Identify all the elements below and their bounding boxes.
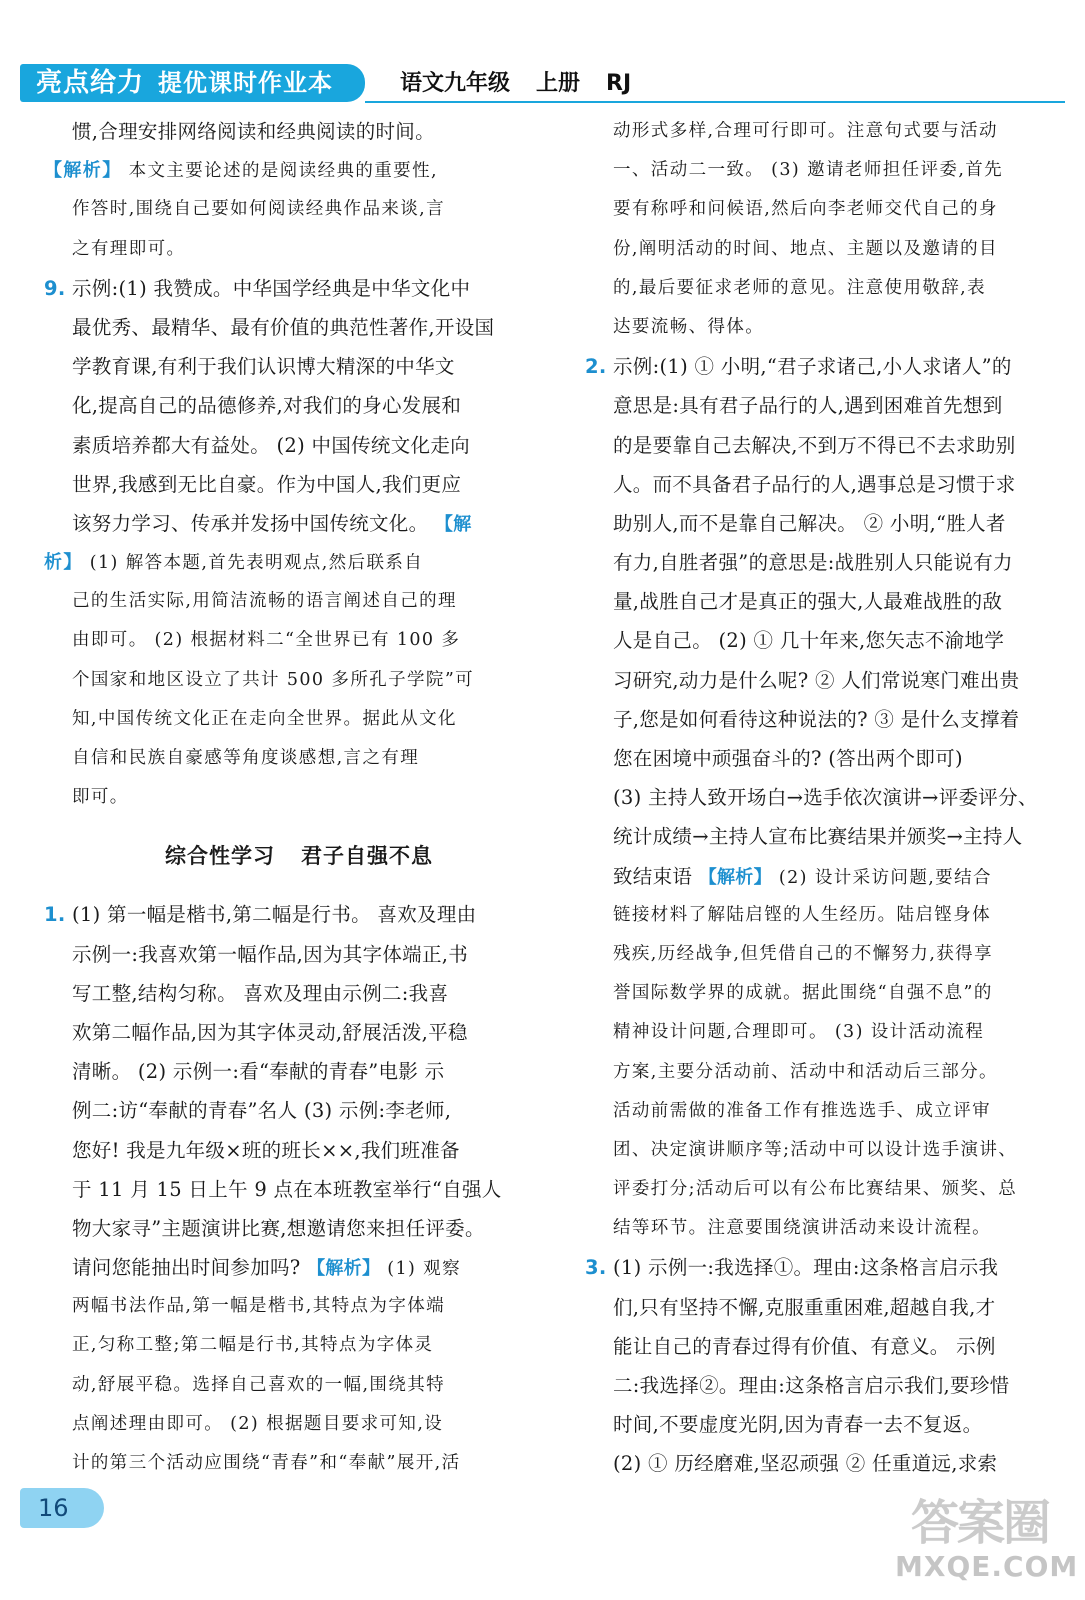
line-text: 方案,主要分活动前、活动中和活动后三部分。 bbox=[613, 1061, 998, 1082]
analysis-line bbox=[585, 190, 1055, 229]
line-text: 人。而不具备君子品行的人,遇事总是习惯于求 bbox=[613, 472, 1016, 496]
line-text: 统计成绩→主持人宣布比赛结果并颁奖→主持人 bbox=[613, 825, 1023, 849]
line-text: 即可。 bbox=[72, 787, 129, 808]
analysis-line bbox=[44, 582, 534, 621]
line-text: 该努力学习、传承并发扬中国传统文化。 bbox=[72, 511, 435, 535]
line-text: (1) 解答本题,首先表明观点,然后联系自 bbox=[82, 553, 424, 574]
line-text: 本文主要论述的是阅读经典的重要性, bbox=[121, 161, 438, 182]
analysis-line bbox=[585, 1131, 1055, 1170]
line-text: (1) 第一幅是楷书,第二幅是行书。 喜欢及理由 bbox=[72, 903, 477, 927]
line-text: 欢第二幅作品,因为其字体灵动,舒展活泼,平稳 bbox=[72, 1020, 468, 1044]
line-text: 团、决定演讲顺序等;活动中可以设计选手演讲、 bbox=[613, 1139, 1018, 1160]
line-text: 要有称呼和问候语,然后向李老师交代自己的身 bbox=[613, 199, 998, 220]
analysis-tag: 【解析】 bbox=[307, 1258, 381, 1280]
analysis-tag: 析】 bbox=[44, 552, 83, 574]
line-text: (1) 示例一:我选择①。理由:这条格言启示我 bbox=[613, 1256, 999, 1280]
line-text: 之有理即可。 bbox=[72, 238, 186, 259]
answer-line bbox=[585, 543, 1055, 582]
answer-line bbox=[44, 308, 534, 347]
analysis-line bbox=[585, 974, 1055, 1013]
answer-line bbox=[585, 1405, 1055, 1444]
line-text: 评委打分;活动后可以有公布比赛结果、颁奖、总 bbox=[613, 1179, 1018, 1200]
brand-name: 亮点给力 bbox=[36, 68, 145, 98]
answer-line bbox=[44, 504, 534, 543]
answer-line bbox=[44, 386, 534, 425]
answer-line bbox=[585, 582, 1055, 621]
line-text: 点阐述理由即可。 (2) 根据题目要求可知,设 bbox=[72, 1413, 444, 1434]
line-text: 示例:(1) ① 小明,“君子求诸己,小人求诸人”的 bbox=[613, 355, 1012, 379]
answer-line bbox=[44, 347, 534, 386]
right-column bbox=[585, 112, 1055, 1484]
line-text: 示例:(1) 我赞成。中华国学经典是中华文化中 bbox=[72, 276, 471, 300]
answer-line bbox=[44, 465, 534, 504]
analysis-line bbox=[585, 230, 1055, 269]
analysis-line bbox=[44, 1444, 534, 1483]
line-text: 的是要靠自己去解决,不到万不得已不去求助别 bbox=[613, 433, 1016, 457]
line-text: 世界,我感到无比自豪。作为中国人,我们更应 bbox=[72, 472, 462, 496]
line-text: 由即可。 (2) 根据材料二“全世界已有 100 多 bbox=[72, 630, 461, 651]
line-text: 链接材料了解陆启铿的人生经历。陆启铿身体 bbox=[613, 904, 991, 925]
line-text: 例二:访“奉献的青春”名人 (3) 示例:李老师, bbox=[72, 1099, 452, 1123]
analysis-line bbox=[585, 112, 1055, 151]
line-text: 知,中国传统文化正在走向全世界。据此从文化 bbox=[72, 708, 457, 729]
watermark-logo: 答案圈 bbox=[910, 1495, 1049, 1551]
answer-line bbox=[585, 700, 1055, 739]
section-title-part: 综合性学习 bbox=[165, 844, 275, 869]
analysis-text: (2) 设计采访问题,要结合 bbox=[771, 867, 992, 888]
header-rule bbox=[365, 101, 1065, 103]
subject-grade: 语文九年级 bbox=[400, 71, 511, 96]
answer-line bbox=[44, 1052, 534, 1091]
line-text: 习研究,动力是什么呢? ② 人们常说寒门难出贵 bbox=[613, 668, 1020, 692]
answer-line bbox=[585, 661, 1055, 700]
line-text: 正,匀称工整;第二幅是行书,其特点为字体灵 bbox=[72, 1335, 434, 1356]
analysis-line bbox=[44, 700, 534, 739]
analysis-tag: 【解析】 bbox=[698, 866, 772, 888]
line-text: 于 11 月 15 日上午 9 点在本班教室举行“自强人 bbox=[72, 1177, 502, 1201]
line-text: 份,阐明活动的时间、地点、主题以及邀请的目 bbox=[613, 238, 998, 259]
analysis-line bbox=[44, 1366, 534, 1405]
line-text: 请问您能抽出时间参加吗? bbox=[72, 1256, 308, 1280]
analysis-line bbox=[44, 230, 534, 269]
line-text: 致结束语 bbox=[613, 864, 699, 888]
item-number: 1. bbox=[44, 903, 66, 927]
analysis-tag: 【解析】 bbox=[44, 160, 122, 182]
answer-line bbox=[585, 1366, 1055, 1405]
analysis-line bbox=[585, 935, 1055, 974]
line-text: 精神设计问题,合理即可。 (3) 设计活动流程 bbox=[613, 1022, 985, 1043]
section-title bbox=[44, 817, 534, 895]
line-text: 的,最后要征求老师的意见。注意使用敬辞,表 bbox=[613, 277, 987, 298]
book-title bbox=[400, 66, 657, 97]
line-text: 残疾,历经战争,但凭借自己的不懈努力,获得享 bbox=[613, 943, 993, 964]
answer-line bbox=[44, 1091, 534, 1130]
answer-line bbox=[585, 739, 1055, 778]
answer-item-line bbox=[585, 347, 1055, 386]
line-text: 助别人,而不是靠自己解决。 ② 小明,“胜人者 bbox=[613, 511, 1006, 535]
line-text: (3) 主持人致开场白→选手依次演讲→评委评分、 bbox=[613, 786, 1038, 810]
analysis-line bbox=[44, 1287, 534, 1326]
line-text: 计的第三个活动应围绕“青春”和“奉献”展开,活 bbox=[72, 1453, 461, 1473]
line-text: 自信和民族自豪感等角度谈感想,言之有理 bbox=[72, 748, 420, 768]
analysis-line bbox=[44, 190, 534, 229]
page-number-badge bbox=[20, 1488, 104, 1528]
answer-line bbox=[44, 1248, 534, 1287]
analysis-line bbox=[44, 151, 534, 190]
line-text: 个国家和地区设立了共计 500 多所孔子学院”可 bbox=[72, 669, 475, 690]
answer-line bbox=[585, 1444, 1055, 1483]
analysis-line bbox=[44, 621, 534, 660]
line-text: 意思是:具有君子品行的人,遇到困难首先想到 bbox=[613, 394, 1003, 418]
item-number: 2. bbox=[585, 355, 607, 379]
line-text: 子,您是如何看待这种说法的? ③ 是什么支撑着 bbox=[613, 707, 1020, 731]
line-text: 您好! 我是九年级×班的班长××,我们班准备 bbox=[72, 1138, 460, 1162]
volume: 上册 bbox=[536, 71, 581, 96]
watermark-domain: MXQE.COM bbox=[895, 1550, 1079, 1583]
answer-line bbox=[585, 465, 1055, 504]
answer-item-line bbox=[44, 269, 534, 308]
line-text: 人是自己。 (2) ① 几十年来,您矢志不渝地学 bbox=[613, 629, 1005, 653]
analysis-line bbox=[585, 1013, 1055, 1052]
answer-line bbox=[585, 1288, 1055, 1327]
line-text: (2) ① 历经磨难,坚忍顽强 ② 任重道远,求索 bbox=[613, 1452, 998, 1476]
page-number: 16 bbox=[38, 1494, 69, 1522]
left-column bbox=[44, 112, 534, 1483]
line-text: 动,舒展平稳。选择自己喜欢的一幅,围绕其特 bbox=[72, 1374, 446, 1395]
analysis-line bbox=[44, 739, 534, 778]
answer-line bbox=[44, 112, 534, 151]
analysis-line bbox=[585, 1170, 1055, 1209]
line-text: 活动前需做的准备工作有推选选手、成立评审 bbox=[613, 1100, 991, 1121]
analysis-line bbox=[585, 151, 1055, 190]
analysis-line bbox=[585, 1053, 1055, 1092]
answer-line bbox=[44, 1170, 534, 1209]
analysis-line bbox=[585, 1209, 1055, 1248]
edition: RJ bbox=[606, 71, 632, 96]
answer-line bbox=[585, 1327, 1055, 1366]
series-name: 提优课时作业本 bbox=[158, 69, 334, 97]
item-number: 3. bbox=[585, 1256, 607, 1280]
answer-line bbox=[44, 1013, 534, 1052]
analysis-line bbox=[44, 543, 534, 582]
line-text: 惯,合理安排网络阅读和经典阅读的时间。 bbox=[72, 120, 435, 143]
analysis-line bbox=[44, 778, 534, 817]
line-text: 写工整,结构匀称。 喜欢及理由示例二:我喜 bbox=[72, 981, 449, 1005]
answer-line bbox=[44, 1131, 534, 1170]
line-text: 作答时,围绕自己要如何阅读经典作品来谈,言 bbox=[72, 199, 446, 220]
line-text: 量,战胜自己才是真正的强大,人最难战胜的敌 bbox=[613, 590, 1003, 614]
analysis-line bbox=[44, 1326, 534, 1365]
line-text: 两幅书法作品,第一幅是楷书,其特点为字体端 bbox=[72, 1296, 446, 1317]
analysis-line bbox=[585, 1092, 1055, 1131]
watermark bbox=[895, 1495, 1079, 1590]
line-text: 物大家寻”主题演讲比赛,想邀请您来担任评委。 bbox=[72, 1216, 485, 1240]
line-text: 时间,不要虚度光阴,因为青春一去不复返。 bbox=[613, 1413, 983, 1437]
answer-line bbox=[44, 974, 534, 1013]
analysis-line bbox=[585, 269, 1055, 308]
answer-line bbox=[44, 935, 534, 974]
answer-line bbox=[585, 426, 1055, 465]
brand-banner bbox=[20, 64, 365, 102]
line-text: 结等环节。注意要围绕演讲活动来设计流程。 bbox=[613, 1218, 991, 1239]
analysis-tag: 【解 bbox=[434, 513, 472, 535]
line-text: 素质培养都大有益处。 (2) 中国传统文化走向 bbox=[72, 433, 470, 457]
analysis-line bbox=[585, 308, 1055, 347]
line-text: 二:我选择②。理由:这条格言启示我们,要珍惜 bbox=[613, 1374, 1010, 1397]
answer-line bbox=[585, 504, 1055, 543]
line-text: 誉国际数学界的成就。据此围绕“自强不息”的 bbox=[613, 983, 993, 1004]
line-text: 示例一:我喜欢第一幅作品,因为其字体端正,书 bbox=[72, 942, 469, 966]
answer-line bbox=[585, 817, 1055, 856]
line-text: 学教育课,有利于我们认识博大精深的中华文 bbox=[72, 355, 455, 379]
line-text: 有力,自胜者强”的意思是:战胜别人只能说有力 bbox=[613, 551, 1013, 575]
line-text: 动形式多样,合理可行即可。注意句式要与活动 bbox=[613, 121, 998, 141]
item-number: 9. bbox=[44, 276, 66, 300]
line-text: 最优秀、最精华、最有价值的典范性著作,开设国 bbox=[72, 315, 495, 339]
analysis-text: (1) 观察 bbox=[380, 1259, 461, 1280]
line-text: 能让自己的青春过得有价值、有意义。 示例 bbox=[613, 1334, 996, 1358]
line-text: 化,提高自己的品德修养,对我们的身心发展和 bbox=[72, 394, 462, 418]
answer-item-line bbox=[585, 1248, 1055, 1287]
answer-line bbox=[44, 426, 534, 465]
answer-line bbox=[585, 386, 1055, 425]
answer-line bbox=[585, 857, 1055, 896]
line-text: 达要流畅、得体。 bbox=[613, 316, 765, 337]
line-text: 您在困境中顽强奋斗的? (答出两个即可) bbox=[613, 747, 963, 770]
answer-line bbox=[585, 778, 1055, 817]
analysis-line bbox=[585, 896, 1055, 935]
answer-line bbox=[44, 1209, 534, 1248]
answer-item-line bbox=[44, 895, 534, 934]
answer-line bbox=[585, 621, 1055, 660]
line-text: 们,只有坚持不懈,克服重重困难,超越自我,才 bbox=[613, 1295, 996, 1319]
page-header bbox=[0, 0, 1085, 108]
line-text: 清晰。 (2) 示例一:看“奉献的青春”电影 示 bbox=[72, 1060, 445, 1084]
analysis-line bbox=[44, 661, 534, 700]
section-title-part: 君子自强不息 bbox=[301, 844, 433, 869]
analysis-line bbox=[44, 1405, 534, 1444]
line-text: 己的生活实际,用简洁流畅的语言阐述自己的理 bbox=[72, 591, 457, 612]
line-text: 一、活动二一致。 (3) 邀请老师担任评委,首先 bbox=[613, 160, 1004, 181]
